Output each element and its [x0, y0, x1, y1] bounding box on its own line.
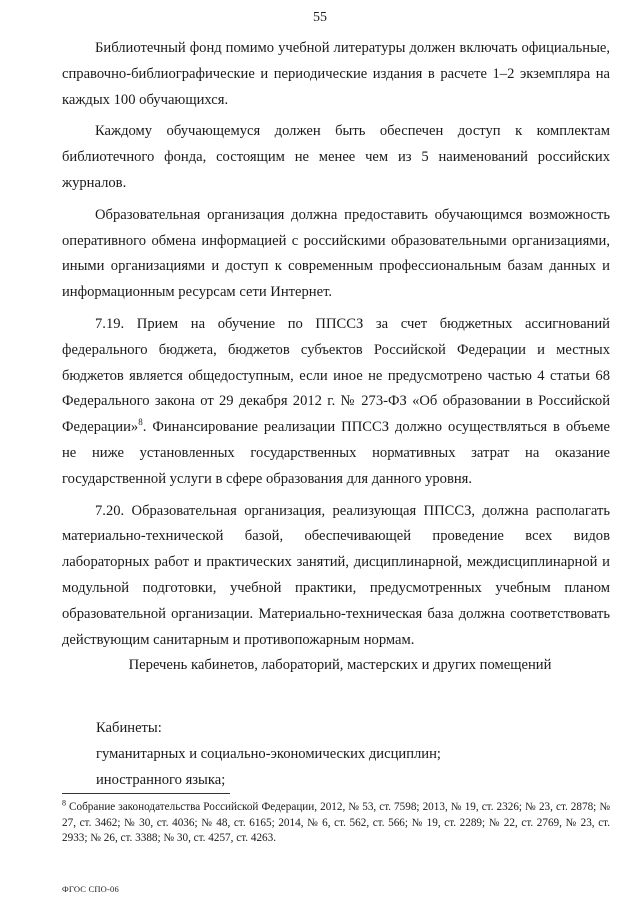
footer-mark: ФГОС СПО-06	[62, 884, 119, 894]
paragraph-7-19-text-before: 7.19. Прием на обучение по ППССЗ за счет бюджетных ассигнований федерального бюджета, бюджетов субъектов Российской Федерации и местных бюджетов является общедоступным, если иное не предусмотрено частью 4 статьи 68 Федерального закона от 29 декабря 2012 г. № 273-ФЗ «Об образовании в Российской Федерации»	[62, 315, 610, 436]
paragraph-information-exchange: Образовательная организация должна предоставить обучающимся возможность оперативного обмена информацией с российскими образовательными организациями, иными организациями и доступ к современным профессиональным базам данных и информационным ресурсам сети Интернет.	[62, 206, 610, 301]
page-number: 55	[313, 10, 327, 25]
list-title: Кабинеты:	[96, 720, 162, 736]
footnote-divider	[62, 793, 230, 794]
list-item: гуманитарных и социально-экономических дисциплин;	[96, 745, 441, 762]
list-item: иностранного языка;	[96, 771, 226, 788]
paragraph-7-19-text-after: . Финансирование реализации ППССЗ должно осуществляться в объеме не ниже установленных государственных нормативных затрат на оказание государственной услуги в сфере образования для данного уровня.	[62, 419, 610, 487]
footnote	[62, 800, 610, 847]
footnote-reference[interactable]: 8	[138, 417, 143, 428]
paragraph-library-fund: Библиотечный фонд помимо учебной литературы должен включать официальные, справочно-библиографические и периодические издания в расчете 1–2 экземпляра на каждых 100 обучающихся.	[62, 40, 610, 108]
footnote-text: Собрание законодательства Российской Федерации, 2012, № 53, ст. 7598; 2013, № 19, ст. 2326; № 23, ст. 2878; № 27, ст. 3462; № 30, ст. 4036; № 48, ст. 6165; 2014, № 6, ст. 562, ст. 566; № 19, ст. 2289; № 22, ст. 2769, № 23, ст. 2933; № 26, ст. 3388; № 30, ст. 4257, ст. 4263.	[62, 801, 610, 845]
body-text	[62, 36, 610, 659]
paragraph-7-20: 7.20. Образовательная организация, реализующая ППССЗ, должна располагать материально-технической базой, обеспечивающей проведение всех видов лабораторных работ и практических занятий, дисциплинарной, междисциплинарной и модульной подготовки, учебной практики, предусмотренных учебным планом образовательной организации. Материально-техническая база должна соответствовать действующим санитарным и противопожарным нормам.	[62, 502, 610, 648]
paragraph-7-19	[62, 312, 610, 493]
paragraph-journal-access: Каждому обучающемуся должен быть обеспечен доступ к комплектам библиотечного фонда, состоящим не менее чем из 5 наименований российских журналов.	[62, 123, 610, 191]
section-heading: Перечень кабинетов, лабораторий, мастерских и других помещений	[128, 657, 552, 673]
rooms-list	[96, 716, 596, 793]
footnote-marker: 8	[62, 798, 66, 808]
